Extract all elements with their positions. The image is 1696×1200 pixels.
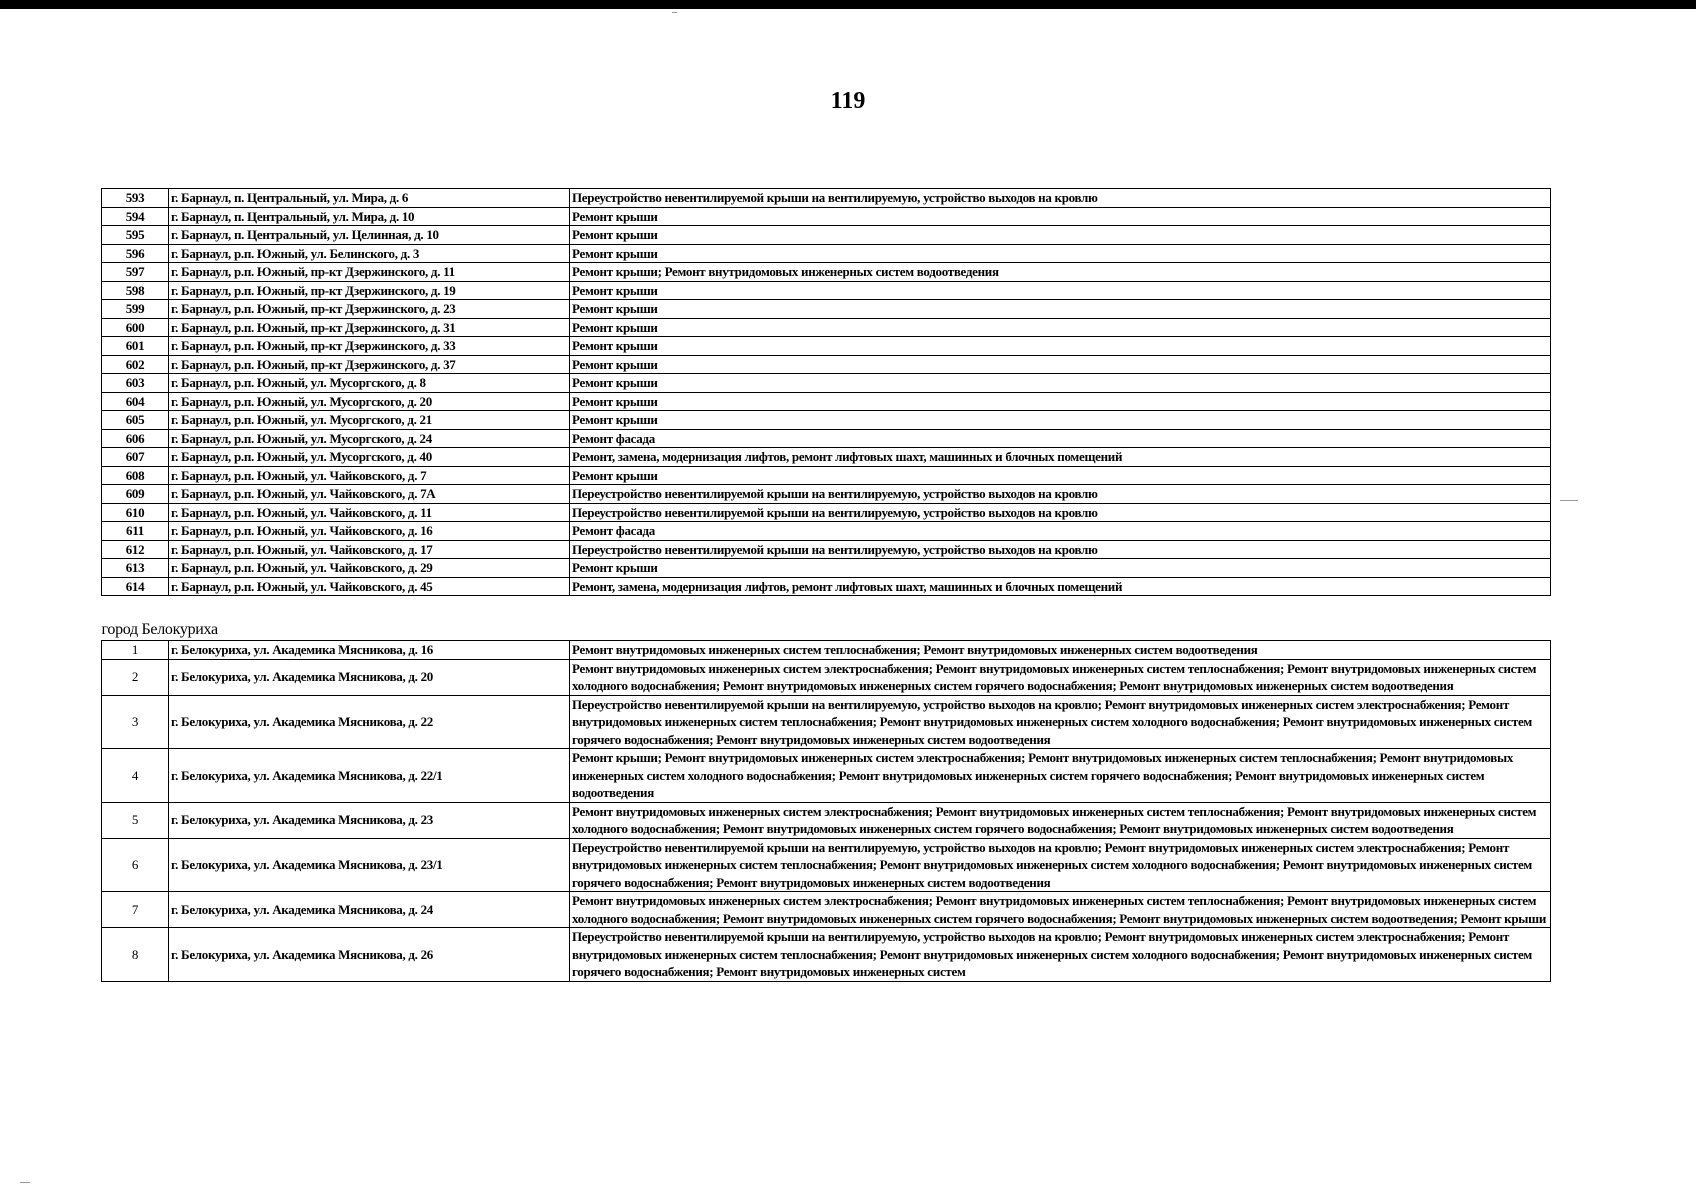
row-number-cell: 596 [102,244,169,263]
row-number-cell: 614 [102,577,169,596]
table-row [102,448,1551,467]
document-table-container [101,188,1550,982]
table-row [102,503,1551,522]
table-row [102,355,1551,374]
table-row [102,802,1551,838]
address-cell: г. Барнаул, р.п. Южный, ул. Чайковского, д. 7 [169,466,570,485]
work-type-cell: Ремонт крыши [570,207,1551,226]
work-type-cell: Ремонт, замена, модернизация лифтов, ремонт лифтовых шахт, машинных и блочных помещений [570,448,1551,467]
table-row [102,522,1551,541]
row-number-cell: 3 [102,695,169,749]
work-type-cell: Переустройство невентилируемой крыши на вентилируемую, устройство выходов на кровлю [570,485,1551,504]
address-cell: г. Барнаул, р.п. Южный, ул. Белинского, д. 3 [169,244,570,263]
address-cell: г. Барнаул, р.п. Южный, пр-кт Дзержинского, д. 23 [169,300,570,319]
row-number-cell: 607 [102,448,169,467]
scan-top-border [0,0,1696,9]
address-cell: г. Барнаул, п. Центральный, ул. Мира, д. 6 [169,189,570,208]
address-cell: г. Белокуриха, ул. Академика Мясникова, д. 23/1 [169,838,570,892]
section-title-cell [102,596,1551,641]
work-type-cell: Ремонт крыши [570,226,1551,245]
work-type-cell: Ремонт крыши [570,466,1551,485]
row-number-cell: 605 [102,411,169,430]
table-row [102,429,1551,448]
work-type-cell: Ремонт крыши [570,559,1551,578]
section-header-row [102,596,1551,641]
scan-speck [1560,500,1578,501]
work-type-cell: Переустройство невентилируемой крыши на вентилируемую, устройство выходов на кровлю; Ремонт внутридомовых инженерных систем электроснабжения; Ремонт внутридомовых инженерных систем теплоснабжения; Ремонт внутридомовых инженерных систем холодного водоснабжения; Ремонт внутридомовых инженерных систем горячего водоснабжения; Ремонт внутридомовых инженерных систем водоотведения [570,838,1551,892]
row-number-cell: 6 [102,838,169,892]
row-number-cell: 608 [102,466,169,485]
table-body-barnaul [102,189,1551,596]
row-number-cell: 594 [102,207,169,226]
address-cell: г. Барнаул, р.п. Южный, ул. Чайковского, д. 45 [169,577,570,596]
table-row [102,892,1551,928]
address-cell: г. Белокуриха, ул. Академика Мясникова, д. 22 [169,695,570,749]
work-type-cell: Переустройство невентилируемой крыши на вентилируемую, устройство выходов на кровлю; Ремонт внутридомовых инженерных систем электроснабжения; Ремонт внутридомовых инженерных систем теплоснабжения; Ремонт внутридомовых инженерных систем холодного водоснабжения; Ремонт внутридомовых инженерных систем горячего водоснабжения; Ремонт внутридомовых инженерных систем водоотведения [570,695,1551,749]
row-number-cell: 8 [102,928,169,982]
repair-program-table [101,188,1551,982]
address-cell: г. Белокуриха, ул. Академика Мясникова, д. 22/1 [169,749,570,803]
table-row [102,244,1551,263]
table-body-belokurikha [102,641,1551,982]
work-type-cell: Ремонт крыши [570,244,1551,263]
row-number-cell: 601 [102,337,169,356]
table-row [102,226,1551,245]
address-cell: г. Барнаул, р.п. Южный, ул. Мусоргского, д. 40 [169,448,570,467]
work-type-cell: Ремонт фасада [570,429,1551,448]
row-number-cell: 7 [102,892,169,928]
row-number-cell: 609 [102,485,169,504]
work-type-cell: Переустройство невентилируемой крыши на вентилируемую, устройство выходов на кровлю [570,503,1551,522]
work-type-cell: Ремонт, замена, модернизация лифтов, ремонт лифтовых шахт, машинных и блочных помещений [570,577,1551,596]
section-header-group [102,596,1551,641]
row-number-cell: 1 [102,641,169,660]
table-row [102,928,1551,982]
work-type-cell: Ремонт крыши [570,300,1551,319]
row-number-cell: 595 [102,226,169,245]
row-number-cell: 593 [102,189,169,208]
address-cell: г. Барнаул, р.п. Южный, пр-кт Дзержинского, д. 37 [169,355,570,374]
address-cell: г. Барнаул, р.п. Южный, ул. Мусоргского, д. 8 [169,374,570,393]
table-row [102,659,1551,695]
address-cell: г. Барнаул, п. Центральный, ул. Целинная, д. 10 [169,226,570,245]
scan-speck [672,12,677,13]
address-cell: г. Барнаул, р.п. Южный, пр-кт Дзержинского, д. 19 [169,281,570,300]
table-row [102,577,1551,596]
row-number-cell: 603 [102,374,169,393]
row-number-cell: 611 [102,522,169,541]
table-row [102,641,1551,660]
address-cell: г. Барнаул, р.п. Южный, ул. Чайковского, д. 16 [169,522,570,541]
address-cell: г. Белокуриха, ул. Академика Мясникова, д. 26 [169,928,570,982]
work-type-cell: Ремонт крыши [570,337,1551,356]
address-cell: г. Барнаул, р.п. Южный, пр-кт Дзержинского, д. 33 [169,337,570,356]
row-number-cell: 5 [102,802,169,838]
address-cell: г. Белокуриха, ул. Академика Мясникова, д. 24 [169,892,570,928]
work-type-cell: Ремонт крыши [570,392,1551,411]
work-type-cell: Ремонт внутридомовых инженерных систем электроснабжения; Ремонт внутридомовых инженерных систем теплоснабжения; Ремонт внутридомовых инженерных систем холодного водоснабжения; Ремонт внутридомовых инженерных систем горячего водоснабжения; Ремонт внутридомовых инженерных систем водоотведения [570,802,1551,838]
row-number-cell: 604 [102,392,169,411]
table-row [102,485,1551,504]
table-row [102,559,1551,578]
table-row [102,337,1551,356]
address-cell: г. Барнаул, р.п. Южный, ул. Чайковского, д. 29 [169,559,570,578]
table-row [102,540,1551,559]
work-type-cell: Ремонт крыши [570,318,1551,337]
address-cell: г. Барнаул, р.п. Южный, ул. Мусоргского, д. 21 [169,411,570,430]
work-type-cell: Ремонт крыши; Ремонт внутридомовых инженерных систем водоотведения [570,263,1551,282]
table-row [102,300,1551,319]
address-cell: г. Барнаул, р.п. Южный, ул. Чайковского, д. 7А [169,485,570,504]
table-row [102,838,1551,892]
work-type-cell: Ремонт фасада [570,522,1551,541]
work-type-cell: Ремонт крыши [570,281,1551,300]
table-row [102,263,1551,282]
address-cell: г. Барнаул, р.п. Южный, ул. Чайковского, д. 17 [169,540,570,559]
row-number-cell: 2 [102,659,169,695]
address-cell: г. Барнаул, р.п. Южный, ул. Чайковского, д. 11 [169,503,570,522]
address-cell: г. Белокуриха, ул. Академика Мясникова, д. 20 [169,659,570,695]
row-number-cell: 4 [102,749,169,803]
row-number-cell: 602 [102,355,169,374]
table-row [102,466,1551,485]
row-number-cell: 612 [102,540,169,559]
table-row [102,281,1551,300]
work-type-cell: Ремонт внутридомовых инженерных систем электроснабжения; Ремонт внутридомовых инженерных систем теплоснабжения; Ремонт внутридомовых инженерных систем холодного водоснабжения; Ремонт внутридомовых инженерных систем горячего водоснабжения; Ремонт внутридомовых инженерных систем водоотведения; Ремонт крыши [570,892,1551,928]
row-number-cell: 613 [102,559,169,578]
section-title: город Белокуриха [101,621,218,638]
address-cell: г. Барнаул, р.п. Южный, пр-кт Дзержинского, д. 11 [169,263,570,282]
scan-speck [20,1182,30,1183]
address-cell: г. Белокуриха, ул. Академика Мясникова, д. 23 [169,802,570,838]
work-type-cell: Ремонт внутридомовых инженерных систем электроснабжения; Ремонт внутридомовых инженерных систем теплоснабжения; Ремонт внутридомовых инженерных систем холодного водоснабжения; Ремонт внутридомовых инженерных систем горячего водоснабжения; Ремонт внутридомовых инженерных систем водоотведения [570,659,1551,695]
table-row [102,189,1551,208]
address-cell: г. Барнаул, р.п. Южный, ул. Мусоргского, д. 20 [169,392,570,411]
row-number-cell: 598 [102,281,169,300]
row-number-cell: 599 [102,300,169,319]
work-type-cell: Переустройство невентилируемой крыши на вентилируемую, устройство выходов на кровлю [570,189,1551,208]
row-number-cell: 606 [102,429,169,448]
work-type-cell: Ремонт крыши [570,355,1551,374]
work-type-cell: Ремонт крыши [570,374,1551,393]
address-cell: г. Барнаул, р.п. Южный, пр-кт Дзержинского, д. 31 [169,318,570,337]
table-row [102,374,1551,393]
work-type-cell: Переустройство невентилируемой крыши на вентилируемую, устройство выходов на кровлю; Ремонт внутридомовых инженерных систем электроснабжения; Ремонт внутридомовых инженерных систем теплоснабжения; Ремонт внутридомовых инженерных систем холодного водоснабжения; Ремонт внутридомовых инженерных систем горячего водоснабжения; Ремонт внутридомовых инженерных систем [570,928,1551,982]
table-row [102,318,1551,337]
address-cell: г. Барнаул, р.п. Южный, ул. Мусоргского, д. 24 [169,429,570,448]
page-number: 119 [830,88,866,114]
table-row [102,695,1551,749]
row-number-cell: 610 [102,503,169,522]
table-row [102,411,1551,430]
work-type-cell: Ремонт крыши; Ремонт внутридомовых инженерных систем электроснабжения; Ремонт внутридомовых инженерных систем теплоснабжения; Ремонт внутридомовых инженерных систем холодного водоснабжения; Ремонт внутридомовых инженерных систем горячего водоснабжения; Ремонт внутридомовых инженерных систем водоотведения [570,749,1551,803]
table-row [102,392,1551,411]
address-cell: г. Белокуриха, ул. Академика Мясникова, д. 16 [169,641,570,660]
row-number-cell: 597 [102,263,169,282]
work-type-cell: Ремонт внутридомовых инженерных систем теплоснабжения; Ремонт внутридомовых инженерных систем водоотведения [570,641,1551,660]
address-cell: г. Барнаул, п. Центральный, ул. Мира, д. 10 [169,207,570,226]
work-type-cell: Переустройство невентилируемой крыши на вентилируемую, устройство выходов на кровлю [570,540,1551,559]
work-type-cell: Ремонт крыши [570,411,1551,430]
table-row [102,749,1551,803]
row-number-cell: 600 [102,318,169,337]
table-row [102,207,1551,226]
